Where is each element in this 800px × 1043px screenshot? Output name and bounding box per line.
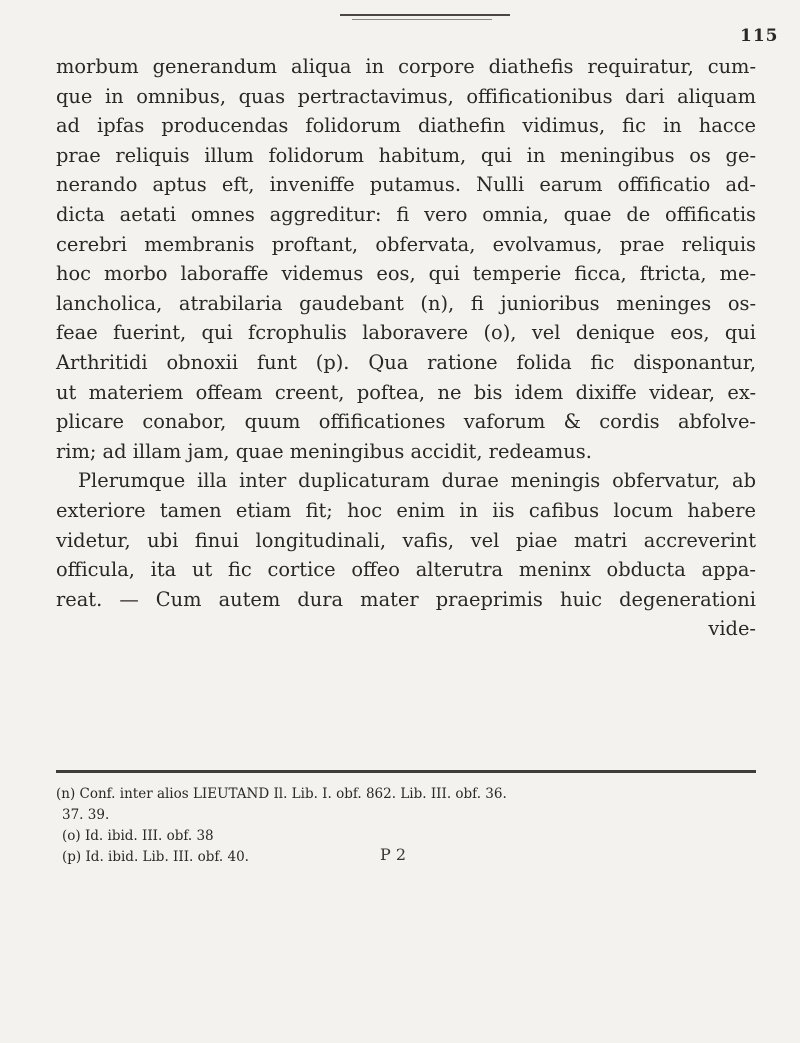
body-text — [56, 52, 756, 644]
footnote: (p) Id. ibid. Lib. III. obf. 40. — [62, 849, 249, 865]
footnote: (o) Id. ibid. III. obf. 38 — [62, 828, 214, 844]
footnote: 37. 39. — [62, 807, 110, 823]
text-line: que in omnibus, quas pertractavimus, offificationibus dari aliquam — [56, 84, 756, 108]
text-line: nerando aptus eft, inveniffe putamus. Nulli earum offificatio ad- — [56, 173, 756, 197]
text-line: Arthritidi obnoxii funt (p). Qua ratione folida fic disponantur, — [56, 350, 756, 374]
header-rule — [340, 14, 510, 16]
text-line: plicare conabor, quum offificationes vaforum & cordis abfolve- — [56, 410, 756, 434]
text-line: reat. — Cum autem dura mater praeprimis huic degenerationi — [56, 587, 756, 611]
text-line: dicta aetati omnes aggreditur: fi vero omnia, quae de offificatis — [56, 202, 756, 226]
catchword: vide- — [708, 617, 756, 641]
text-line: Plerumque illa inter duplicaturam durae meningis obfervatur, ab — [78, 469, 756, 493]
text-line: exteriore tamen etiam fit; hoc enim in iis cafibus locum habere — [56, 498, 756, 522]
footnote-rule — [56, 770, 756, 773]
footnote: (n) Conf. inter alios LIEUTAND Il. Lib. I. obf. 862. Lib. III. obf. 36. — [56, 786, 507, 802]
signature-mark: P 2 — [380, 845, 407, 864]
page-number: 115 — [740, 26, 779, 46]
text-line: hoc morbo laboraffe videmus eos, qui temperie ficca, ftricta, me- — [56, 262, 756, 286]
text-line: ut materiem offeam creent, poftea, ne bis idem dixiffe videar, ex- — [56, 380, 756, 404]
text-line: ad ipfas producendas folidorum diathefin vidimus, fic in hacce — [56, 114, 756, 138]
text-line: feae fuerint, qui fcrophulis laboravere (o), vel denique eos, qui — [56, 321, 756, 345]
text-line: officula, ita ut fic cortice offeo alterutra meninx obducta appa- — [56, 558, 756, 582]
text-line: lancholica, atrabilaria gaudebant (n), fi junioribus meninges os- — [56, 291, 756, 315]
text-line: cerebri membranis proftant, obfervata, evolvamus, prae reliquis — [56, 232, 756, 256]
text-line: rim; ad illam jam, quae meningibus accidit, redeamus. — [56, 439, 592, 463]
text-line: videtur, ubi finui longitudinali, vafis, vel piae matri accreverint — [56, 528, 756, 552]
header-rule-thin — [352, 19, 492, 20]
text-line: morbum generandum aliqua in corpore diathefis requiratur, cum- — [56, 55, 756, 78]
text-line: prae reliquis illum folidorum habitum, qui in meningibus os ge- — [56, 143, 756, 167]
